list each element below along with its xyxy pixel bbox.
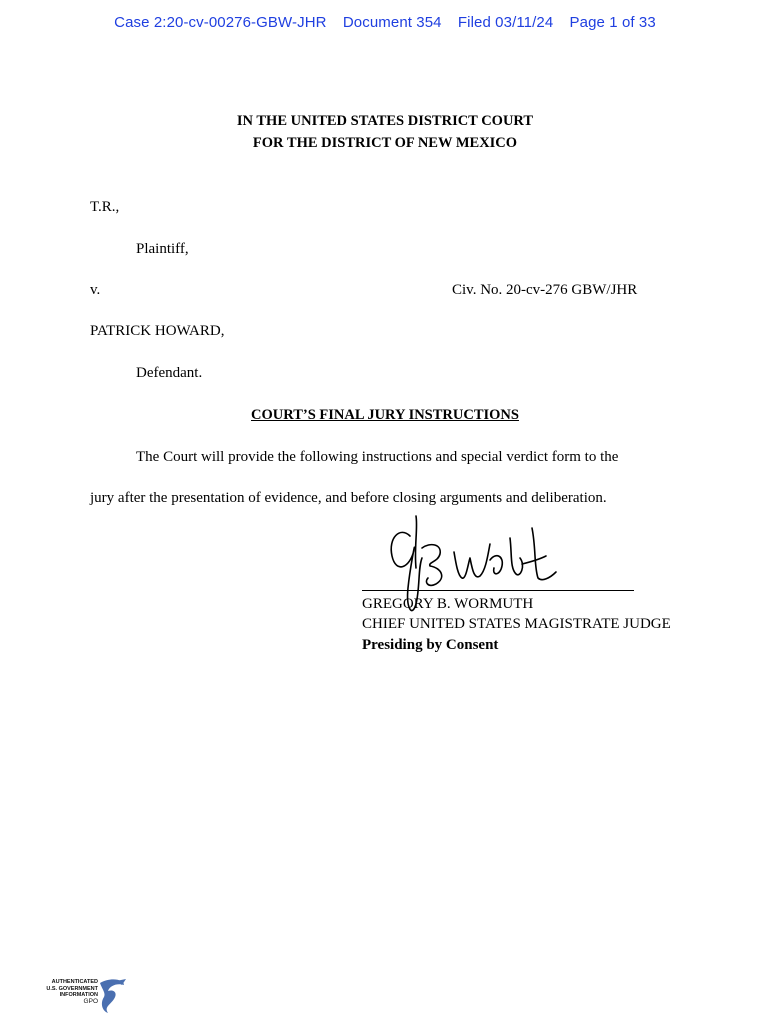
gpo-line-2: U.S. GOVERNMENT (46, 985, 98, 992)
gpo-seal (44, 977, 128, 1017)
plaintiff-name: T.R., (90, 199, 120, 215)
page-count: Page 1 of 33 (569, 14, 656, 31)
court-name: IN THE UNITED STATES DISTRICT COURT (236, 113, 534, 129)
judge-title: CHIEF UNITED STATES MAGISTRATE JUDGE (362, 616, 671, 632)
plaintiff-role: Plaintiff, (136, 241, 189, 257)
body-line-2: jury after the presentation of evidence, and before closing arguments and deliberation. (90, 490, 607, 506)
versus: v. (90, 282, 101, 298)
judge-name: GREGORY B. WORMUTH (362, 596, 534, 612)
eagle-icon (94, 977, 128, 1017)
defendant-name: PATRICK HOWARD, (90, 323, 225, 339)
filing-stamp (0, 14, 770, 31)
signature-line (362, 590, 634, 591)
defendant-role: Defendant. (136, 365, 203, 381)
filed-date: Filed 03/11/24 (457, 14, 554, 31)
document-number: Document 354 (342, 14, 442, 31)
presiding-note: Presiding by Consent (362, 637, 499, 653)
gpo-line-1: AUTHENTICATED (51, 979, 98, 985)
case-number: Case 2:20-cv-00276-GBW-JHR (114, 14, 327, 31)
gpo-line-3: INFORMATION (59, 992, 98, 998)
gpo-line-4: GPO (83, 997, 98, 1005)
document-title: COURT’S FINAL JURY INSTRUCTIONS (251, 407, 519, 423)
court-district: FOR THE DISTRICT OF NEW MEXICO (252, 135, 518, 151)
case-number-caption: Civ. No. 20-cv-276 GBW/JHR (452, 282, 638, 298)
body-line-1: The Court will provide the following instructions and special verdict form to the (136, 449, 619, 465)
